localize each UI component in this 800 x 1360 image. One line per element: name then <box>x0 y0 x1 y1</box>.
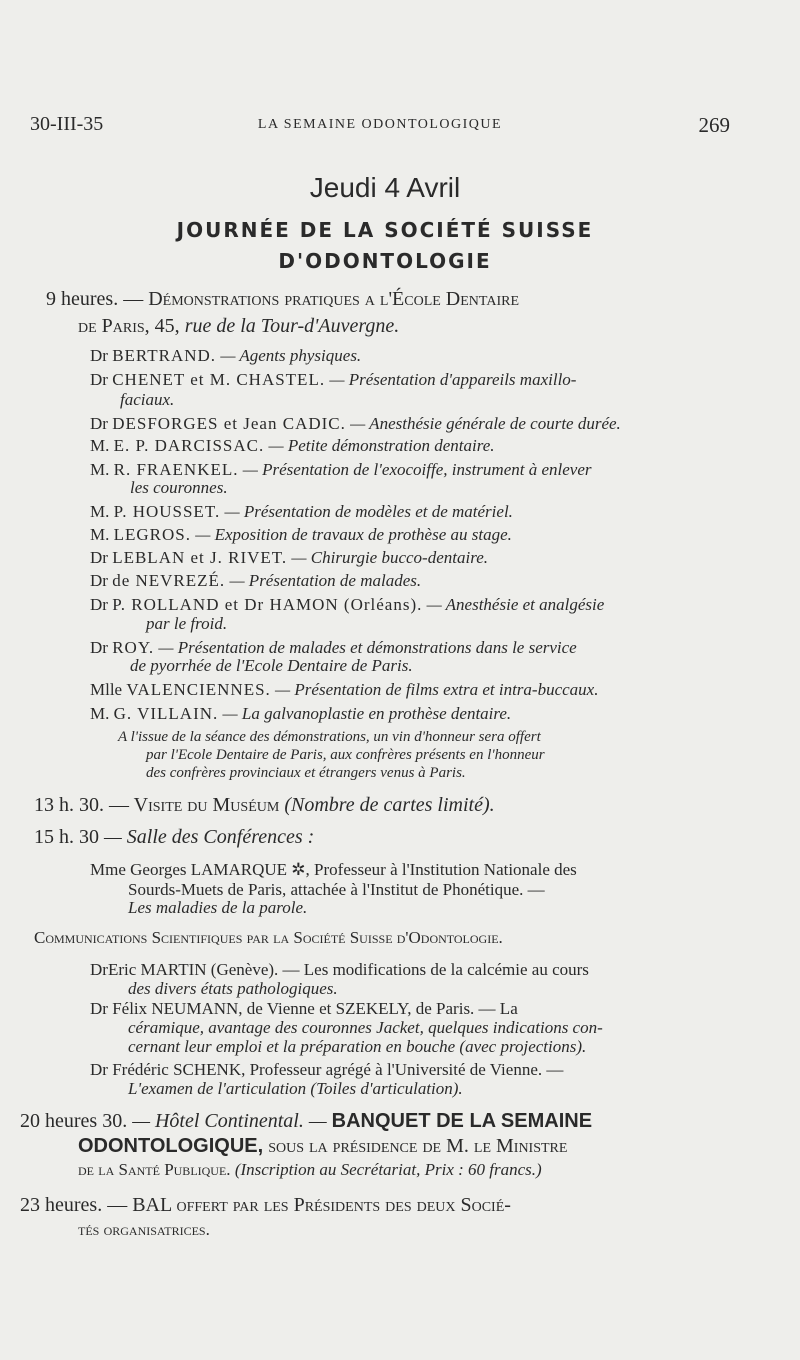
session-1-heading: 9 heures. — Démonstrations pratiques a l'École Dentaire <box>46 288 520 310</box>
bal-line-1: 23 heures. — BAL offert par les Présidents des deux Socié- <box>20 1194 511 1216</box>
bal-line-2: tés organisatrices. <box>78 1220 210 1239</box>
subtitle-line-2: D'ODONTOLOGIE <box>278 249 492 273</box>
demo-entry-continuation: faciaux. <box>120 390 175 409</box>
page-number: 269 <box>698 113 730 137</box>
session-1-address: de Paris, 45, rue de la Tour-d'Auvergne. <box>78 315 400 337</box>
page-title: Jeudi 4 Avril <box>309 172 461 203</box>
lamarque-line-2: Sourds-Muets de Paris, attachée à l'Institut de Phonétique. — <box>128 880 545 899</box>
subtitle-line-1: JOURNÉE DE LA SOCIÉTÉ SUISSE <box>176 218 594 242</box>
communication-continuation: des divers états pathologiques. <box>128 979 338 998</box>
demo-entry: Dr de NEVREZÉ. — Présentation de malades. <box>90 571 422 590</box>
issue-date: 30-III-35 <box>30 113 104 135</box>
lamarque-line-1: Mme Georges LAMARQUE ✲, Professeur à l'Institution Nationale des <box>90 860 577 879</box>
demo-entry: Dr P. ROLLAND et Dr HAMON (Orléans). — Anesthésie et analgésie <box>90 595 605 614</box>
banquet-line-3: de la Santé Publique. (Inscription au Secrétariat, Prix : 60 francs.) <box>78 1160 542 1179</box>
demo-entry: Dr DESFORGES et Jean CADIC. — Anesthésie générale de courte durée. <box>90 414 621 433</box>
communication-continuation: L'examen de l'articulation (Toiles d'articulation). <box>128 1079 463 1098</box>
communication-continuation: cernant leur emploi et la préparation en bouche (avec projections). <box>128 1037 587 1056</box>
running-header <box>30 113 730 137</box>
communication-entry: Dr Félix NEUMANN, de Vienne et SZEKELY, de Paris. — La <box>90 999 518 1018</box>
banquet-line-1: 20 heures 30. — Hôtel Continental. — BANQUET DE LA SEMAINE <box>20 1110 593 1132</box>
communication-entry: Dr Frédéric SCHENK, Professeur agrégé à l'Université de Vienne. — <box>90 1060 564 1079</box>
demo-entry: M. P. HOUSSET. — Présentation de modèles et de matériel. <box>90 502 513 521</box>
lamarque-line-3: Les maladies de la parole. <box>128 898 308 917</box>
session-2: 13 h. 30. — Visite du Muséum (Nombre de cartes limité). <box>34 794 495 816</box>
wine-note-line: par l'Ecole Dentaire de Paris, aux confrères présents en l'honneur <box>146 747 545 763</box>
demo-entry: Dr CHENET et M. CHASTEL. — Présentation d'appareils maxillo- <box>90 370 577 389</box>
demo-entry: M. E. P. DARCISSAC. — Petite démonstration dentaire. <box>90 436 495 455</box>
demo-entry-continuation: les couronnes. <box>130 478 228 497</box>
demo-entry-continuation: par le froid. <box>146 614 228 633</box>
demo-entry: M. LEGROS. — Exposition de travaux de prothèse au stage. <box>90 525 512 544</box>
demo-entry: M. G. VILLAIN. — La galvanoplastie en prothèse dentaire. <box>90 704 512 723</box>
communication-entry: DrEric MARTIN (Genève). — Les modifications de la calcémie au cours <box>90 960 589 979</box>
wine-note-line: des confrères provinciaux et étrangers venus à Paris. <box>146 765 466 781</box>
demo-entry: Dr BERTRAND. — Agents physiques. <box>90 346 362 365</box>
demo-entry: Mlle VALENCIENNES. — Présentation de films extra et intra-buccaux. <box>90 680 599 699</box>
wine-note-line: A l'issue de la séance des démonstrations, un vin d'honneur sera offert <box>118 729 541 745</box>
communication-continuation: céramique, avantage des couronnes Jacket, quelques indications con- <box>128 1018 603 1037</box>
demo-entry-continuation: de pyorrhée de l'Ecole Dentaire de Paris. <box>130 656 413 675</box>
journal-title: LA SEMAINE ODONTOLOGIQUE <box>257 117 503 132</box>
demo-entry: Dr LEBLAN et J. RIVET. — Chirurgie bucco-dentaire. <box>90 548 488 567</box>
communications-heading: Communications Scientifiques par la Société Suisse d'Odontologie. <box>34 928 503 947</box>
session-3: 15 h. 30 — Salle des Conférences : <box>34 826 315 848</box>
demo-entry: Dr ROY. — Présentation de malades et démonstrations dans le service <box>90 638 577 657</box>
banquet-line-2: ODONTOLOGIQUE, sous la présidence de M. le Ministre <box>78 1135 568 1157</box>
demo-entry: M. R. FRAENKEL. — Présentation de l'exocoiffe, instrument à enlever <box>90 460 592 479</box>
